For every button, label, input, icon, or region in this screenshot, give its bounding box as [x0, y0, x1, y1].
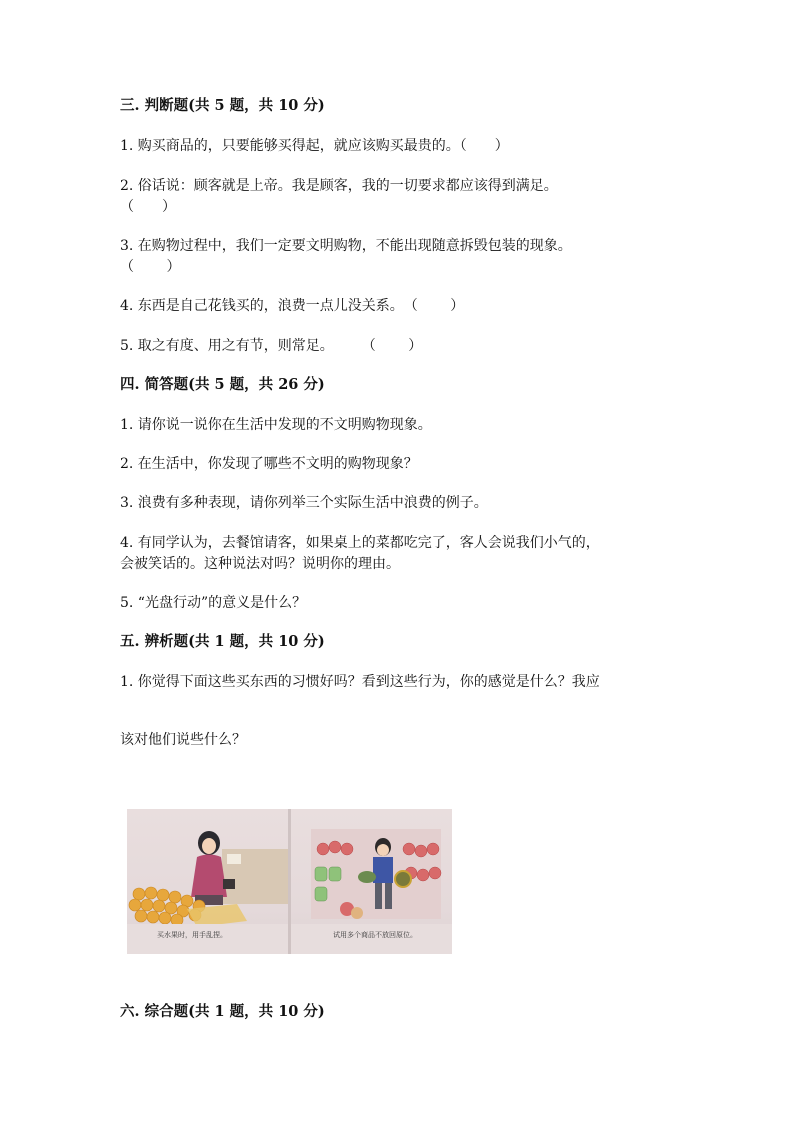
- illustration-panel-products: [291, 809, 452, 954]
- section-6-heading: 六. 综合题(共 1 题，共 10 分): [120, 1003, 325, 1020]
- section-4-question-1: 1. 请你说一说你在生活中发现的不文明购物现象。: [120, 417, 432, 433]
- section-3-question-3: 3. 在购物过程中，我们一定要文明购物，不能出现随意拆毁包装的现象。: [120, 238, 572, 254]
- section-4-question-4-cont: 会被笑话的。这种说法对吗？说明你的理由。: [120, 556, 400, 572]
- section-3-question-5: 5. 取之有度、用之有节，则常足。 （ ）: [120, 338, 423, 354]
- section-3-question-4: 4. 东西是自己花钱买的，浪费一点儿没关系。 （ ）: [120, 298, 465, 314]
- section-5-heading: 五. 辨析题(共 1 题，共 10 分): [120, 633, 325, 650]
- section-4-question-5: 5. “光盘行动”的意义是什么？: [120, 595, 307, 611]
- section-5-question-1-cont: 该对他们说些什么？: [120, 732, 246, 748]
- section-3-question-3-answer: （ ）: [120, 259, 181, 275]
- illustration-panel-fruit: [127, 809, 288, 954]
- shopping-illustration: [127, 809, 452, 954]
- section-4-heading: 四. 简答题(共 5 题，共 26 分): [120, 376, 325, 393]
- section-5-question-1: 1. 你觉得下面这些买东西的习惯好吗？看到这些行为，你的感觉是什么？我应: [120, 674, 600, 690]
- section-3-heading: 三. 判断题(共 5 题，共 10 分): [120, 97, 325, 114]
- section-3-question-1: 1. 购买商品的，只要能够买得起，就应该购买最贵的。（ ）: [120, 138, 509, 154]
- section-4-question-2: 2. 在生活中，你发现了哪些不文明的购物现象？: [120, 456, 418, 472]
- section-3-question-2: 2. 俗话说：顾客就是上帝。我是顾客，我的一切要求都应该得到满足。: [120, 178, 558, 194]
- section-4-question-4: 4. 有同学认为，去餐馆请客，如果桌上的菜都吃完了，客人会说我们小气的，: [120, 535, 600, 551]
- illustration-caption-left: 买水果时，用手乱捏。: [157, 931, 227, 939]
- section-3-question-2-answer: （ ）: [120, 199, 176, 215]
- section-4-question-3: 3. 浪费有多种表现，请你列举三个实际生活中浪费的例子。: [120, 495, 488, 511]
- illustration-caption-right: 试用多个商品不放回原位。: [333, 931, 417, 939]
